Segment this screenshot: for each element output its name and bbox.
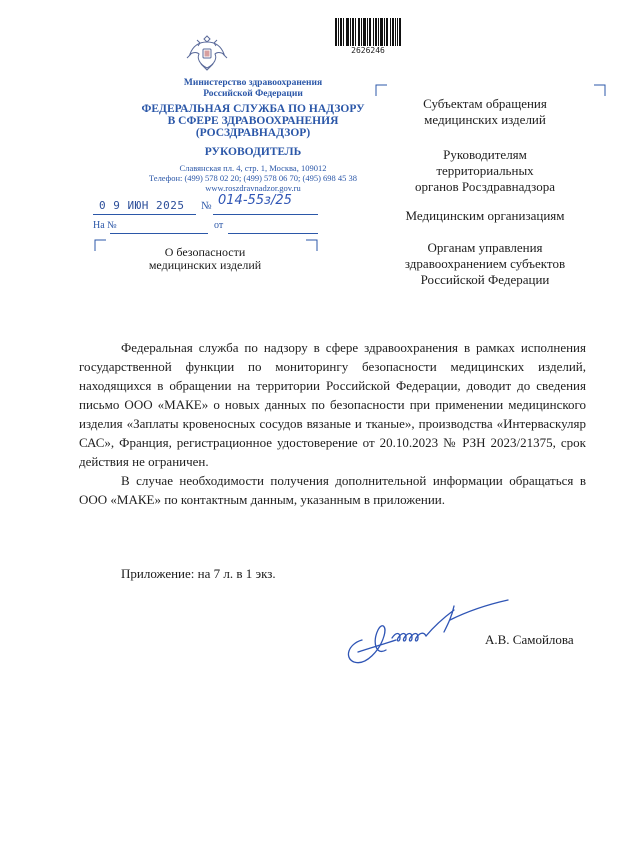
ministry-line-2: Российской Федерации bbox=[203, 89, 303, 99]
recipient-4 bbox=[360, 240, 610, 288]
recipient-1 bbox=[360, 96, 610, 128]
from-label: от bbox=[214, 220, 224, 231]
subject-corner-right bbox=[306, 239, 318, 251]
recipient-1-line-1: Субъектам обращения bbox=[423, 96, 547, 111]
recipient-4-line-1: Органам управления bbox=[427, 240, 543, 255]
recipient-4-line-2: здравоохранением субъектов bbox=[404, 256, 566, 271]
letter-body bbox=[79, 338, 586, 509]
phones: Телефон: (499) 578 02 20; (499) 578 06 70; (495) 698 45 38 bbox=[148, 173, 358, 183]
recipient-2 bbox=[360, 147, 610, 195]
registration-number: 014-55з/25 bbox=[218, 193, 292, 208]
service-line-1: ФЕДЕРАЛЬНАЯ СЛУЖБА ПО НАДЗОРУ bbox=[141, 103, 365, 115]
recipient-3-line-1: Медицинским организациям bbox=[405, 208, 565, 223]
recipient-1-line-2: медицинских изделий bbox=[424, 112, 546, 127]
date-stamp: 0 9 ИЮН 2025 bbox=[99, 199, 185, 212]
reply-to-label: На № bbox=[93, 220, 117, 231]
barcode-number: 2626246 bbox=[351, 46, 385, 55]
coat-of-arms-icon bbox=[185, 30, 229, 74]
recipient-2-line-3: органов Росздравнадзора bbox=[414, 179, 556, 194]
barcode-image bbox=[335, 18, 401, 46]
attachment-note: Приложение: на 7 л. в 1 экз. bbox=[121, 566, 276, 581]
subject-corner-left bbox=[94, 239, 106, 251]
recipient-2-line-2: территориальных bbox=[436, 163, 534, 178]
from-underline bbox=[228, 232, 318, 234]
date-underline bbox=[93, 213, 196, 215]
recipient-2-line-1: Руководителям bbox=[443, 147, 527, 162]
number-label: № bbox=[201, 200, 212, 212]
recipients-corner-left bbox=[375, 84, 387, 96]
service-line-3: (РОСЗДРАВНАДЗОР) bbox=[195, 127, 311, 139]
head-title: РУКОВОДИТЕЛЬ bbox=[204, 146, 302, 158]
body-paragraph-1: Федеральная служба по надзору в сфере здравоохранения в рамках исполнения государственной функции по мониторингу безопасности медицинских изделий, находящихся в обращении на территории Российской Федерации, доводит до сведения письмо ООО «МАКЕ» о новых данных по безопасности при применении медицинского изделия «Заплаты кровеносных сосудов вязаные и тканые», производства «Интерваскуляр САС», Франция, регистрационное удостоверение от 20.10.2023 № РЗН 2023/21375, срок действия не ограничен. bbox=[79, 340, 586, 469]
service-line-2: В СФЕРЕ ЗДРАВООХРАНЕНИЯ bbox=[167, 115, 339, 127]
number-underline bbox=[213, 213, 318, 215]
recipient-3 bbox=[360, 208, 610, 224]
body-paragraph-2: В случае необходимости получения дополнительной информации обращаться в ООО «МАКЕ» по контактным данным, указанным в приложении. bbox=[79, 473, 586, 507]
signer-name: А.В. Самойлова bbox=[485, 632, 574, 647]
subject-line-1: О безопасности bbox=[164, 245, 246, 259]
recipients-corner-right bbox=[594, 84, 606, 96]
address: Славянская пл. 4, стр. 1, Москва, 109012 bbox=[179, 163, 327, 173]
reply-to-underline bbox=[110, 232, 208, 234]
recipient-4-line-3: Российской Федерации bbox=[420, 272, 550, 287]
subject-line-2: медицинских изделий bbox=[148, 258, 262, 272]
ministry-line-1: Министерство здравоохранения bbox=[183, 78, 323, 88]
website: www.roszdravnadzor.gov.ru bbox=[205, 183, 301, 193]
